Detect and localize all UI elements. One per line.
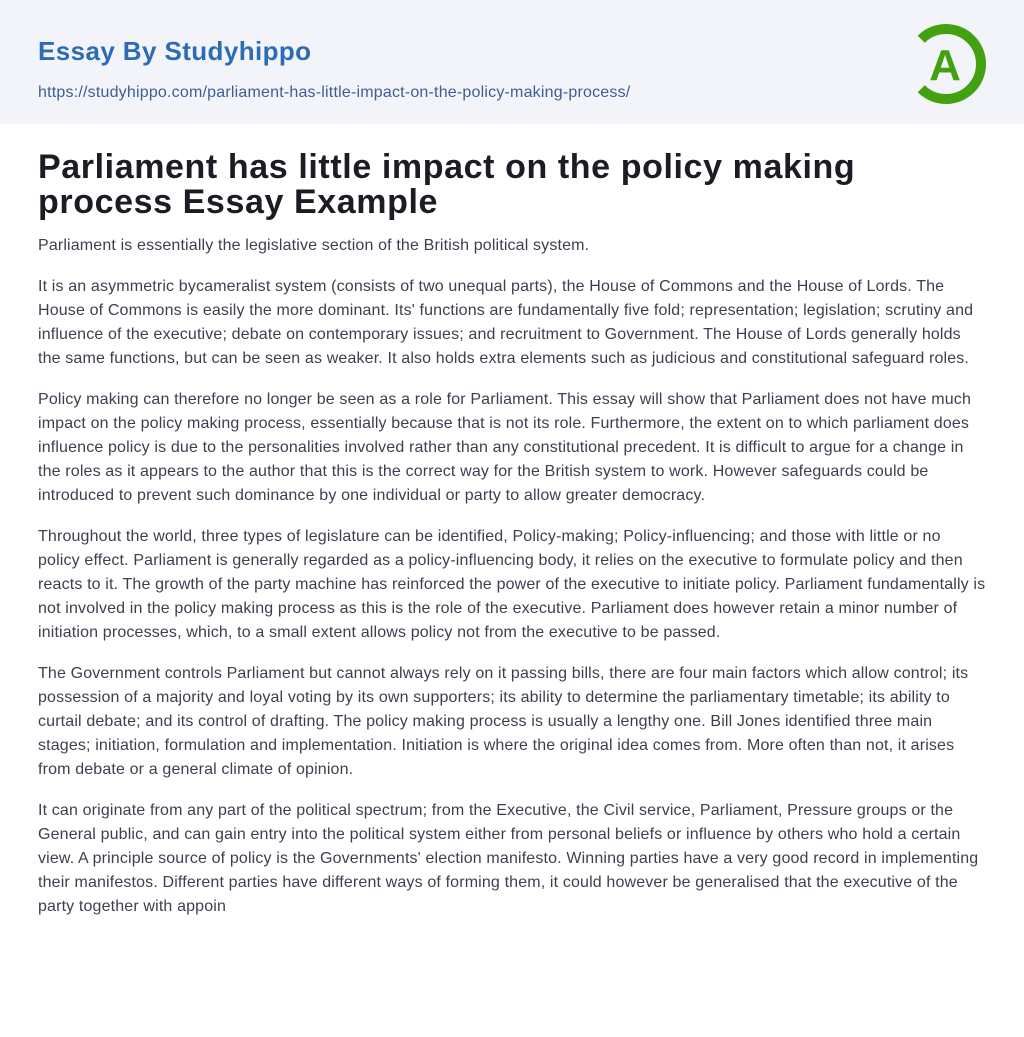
essay-paragraph-6: It can originate from any part of the political spectrum; from the Executive, the Civil service, Parliament, Pressure groups or the General public, and can gain entry into the political system either from personal beliefs or influence by others who hold a certain view. A principle source of policy is the Governments' election manifesto. Winning parties have a very good record in implementing their manifestos. Different parties have different ways of forming them, it could however be generalised that the executive of the party together with appoin [38, 802, 979, 915]
logo-arc-icon [905, 23, 987, 105]
site-title: Essay By Studyhippo [38, 36, 312, 66]
studyhippo-logo [905, 23, 987, 105]
essay-content [0, 124, 1024, 919]
essay-paragraph-4: Throughout the world, three types of legislature can be identified, Policy-making; Policy-influencing; and those with little or no policy effect. Parliament is generally regarded as a policy-influencing body, it relies on the executive to formulate policy and then reacts to it. The growth of the party machine has reinforced the power of the executive to initiate policy. Parliament fundamentally is not involved in the policy making process as this is the role of the executive. Parliament does however retain a minor number of initiation processes, which, to a small extent allows policy not from the executive to be passed. [38, 528, 986, 641]
essay-paragraph-2: It is an asymmetric bycameralist system (consists of two unequal parts), the House of Commons and the House of Lords. The House of Commons is easily the more dominant. Its' functions are fundamentally five fold; representation; legislation; scrutiny and influence of the executive; debate on contemporary issues; and recruitment to Government. The House of Lords generally holds the same functions, but can be seen as weaker. It also holds extra elements such as judicious and constitutional safeguard roles. [38, 278, 974, 367]
page-header [0, 0, 1024, 124]
essay-paragraph-1: Parliament is essentially the legislative section of the British political system. [38, 237, 590, 254]
page-url: https://studyhippo.com/parliament-has-little-impact-on-the-policy-making-process/ [38, 84, 631, 101]
logo-letter: A [929, 41, 961, 90]
essay-paragraph-3: Policy making can therefore no longer be seen as a role for Parliament. This essay will show that Parliament does not have much impact on the policy making process, essentially because that is not its role. Furthermore, the extent on to which parliament does influence policy is due to the personalities involved rather than any constitutional precedent. It is difficult to argue for a change in the roles as it appears to the author that this is the correct way for the British system to work. However safeguards could be introduced to prevent such dominance by one individual or party to allow greater democracy. [38, 391, 972, 504]
essay-paragraph-5: The Government controls Parliament but cannot always rely on it passing bills, there are four main factors which allow control; its possession of a majority and loyal voting by its own supporters; its ability to determine the parliamentary timetable; its ability to curtail debate; and its control of drafting. The policy making process is usually a lengthy one. Bill Jones identified three main stages; initiation, formulation and implementation. Initiation is where the original idea comes from. More often than not, it arises from debate or a general climate of opinion. [38, 665, 969, 778]
essay-title: Parliament has little impact on the policy making process Essay Example [38, 148, 856, 221]
